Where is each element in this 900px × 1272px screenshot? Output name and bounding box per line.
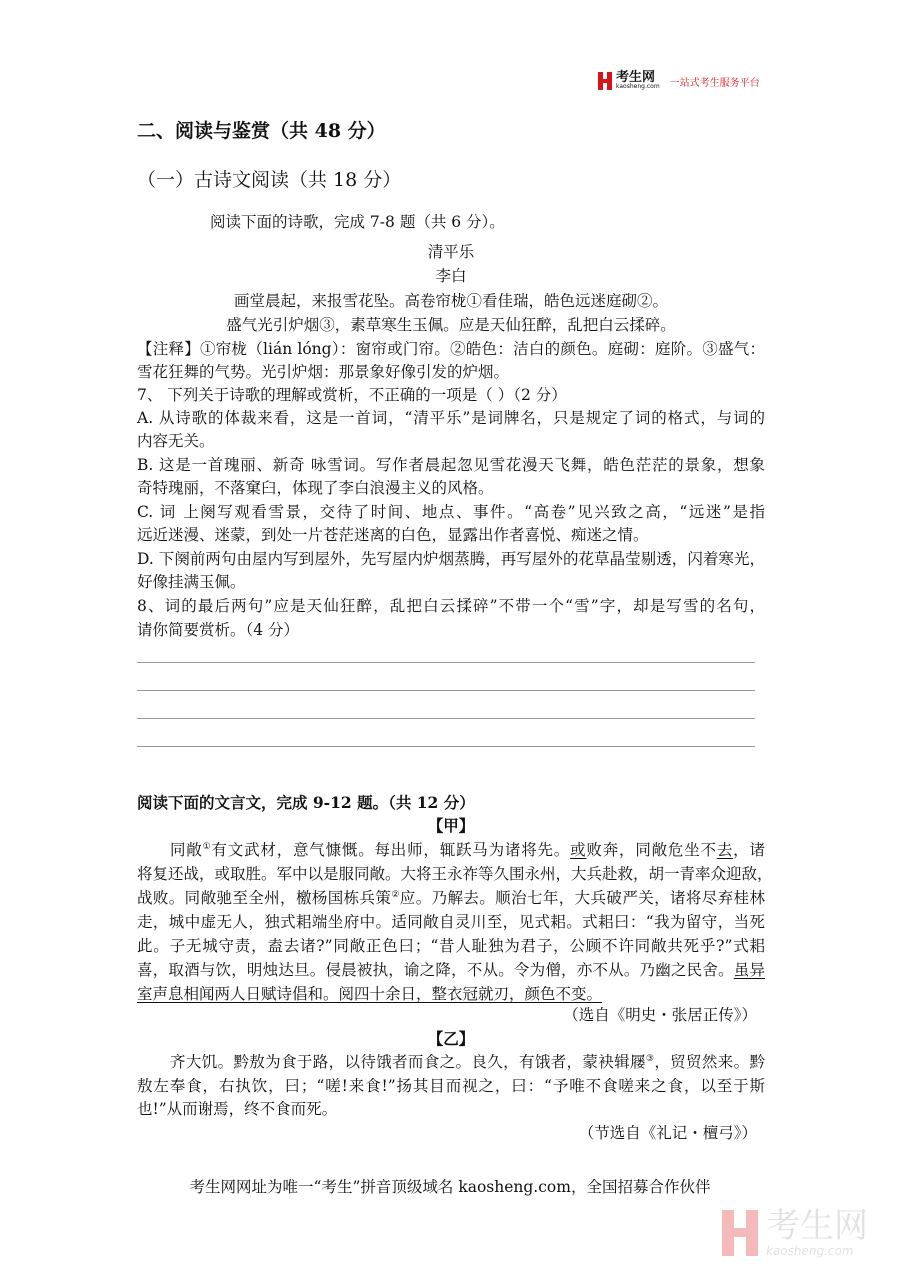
footer-text: 考生网网址为唯一“考生”拼音顶级域名 kaosheng.com，全国招募合作伙伴 <box>189 1178 711 1196</box>
passage-yi-line: 敖左奉食，右执饮，曰；“嗟!来食!”扬其目而视之，曰：“予唯不食嗟来之食，以至于斯 <box>137 1077 765 1095</box>
passage-yi-source: （节选自《礼记・檀弓》） <box>578 1124 757 1142</box>
header-logo <box>598 72 760 90</box>
logo-mark-icon <box>598 72 612 90</box>
passage-yi-label: 【乙】 <box>427 1029 475 1048</box>
watermark-name: 考生网 <box>766 1206 868 1246</box>
passage-jia-source: （选自《明史・张居正传》） <box>563 1006 757 1024</box>
answer-line[interactable] <box>137 662 755 663</box>
logo-domain: kaosheng.com <box>616 83 660 90</box>
watermark-logo <box>722 1208 868 1258</box>
poem-title: 清平乐 <box>427 243 475 261</box>
watermark-mark-icon <box>722 1210 758 1256</box>
notes-line: 【注释】①帘栊（lián lóng）：窗帘或门帘。②皓色：洁白的颜色。庭砌：庭阶。③盛气： <box>137 340 765 358</box>
passage-jia-line: 喜，取酒与饮，明烛达旦。侵晨被执，谕之降，不从。令为僧，亦不从。乃幽之民舍。虽异 <box>137 961 765 979</box>
poem-intro: 阅读下面的诗歌，完成 7-8 题（共 6 分）。 <box>210 213 505 231</box>
classical-intro: 阅读下面的文言文，完成 9-12 题。（共 12 分） <box>137 793 475 812</box>
watermark-domain: kaosheng.com <box>766 1244 854 1258</box>
answer-line[interactable] <box>137 690 755 691</box>
q7-option-c-cont: 远近迷漫、迷蒙，到处一片苍茫迷离的白色，显露出作者喜悦、痴迷之情。 <box>137 526 649 544</box>
notes-line: 雪花狂舞的气势。光引炉烟：那景象好像引发的炉烟。 <box>137 363 510 381</box>
poem-line: 画堂晨起，来报雪花坠。高卷帘栊①看佳瑞，皓色远迷庭砌②。 <box>233 292 668 310</box>
answer-line[interactable] <box>137 718 755 719</box>
passage-jia-line: 同敞①有文武材，意气慷慨。每出师，辄跃马为诸将先。或败奔，同敞危坐不去，诸 <box>170 841 765 859</box>
passage-jia-line: 室声息相闻两人日赋诗倡和。阅四十余日，整衣冠就刃，颜色不变。 <box>137 985 603 1003</box>
passage-jia-line: 战败。同敞驰至全州，檄杨国栋兵策②应。乃解去。顺治七年，大兵破严关，诸将尽弃桂林 <box>137 889 765 907</box>
q7-option-b: B. 这是一首瑰丽、新奇 咏雪词。写作者晨起忽见雪花漫天飞舞，皓色茫茫的景象，想象 <box>137 456 765 474</box>
logo-slogan: 一站式考生服务平台 <box>669 77 760 89</box>
passage-jia-line: 走，城中虚无人，独式耜端坐府中。适同敞自灵川至，见式耜。式耜曰：“我为留守，当死 <box>137 913 765 931</box>
q7-option-d: D. 下阕前两句由屋内写到屋外，先写屋内炉烟蒸腾，再写屋外的花草晶莹剔透，闪着寒光， <box>137 550 765 568</box>
passage-jia-line: 此。子无城守责，盍去诸?”同敞正色曰；“昔人耻独为君子，公顾不许同敞共死乎?”式耜 <box>137 937 765 955</box>
section-title: 二、阅读与鉴赏（共 48 分） <box>137 120 386 142</box>
subsection-title: （一）古诗文阅读（共 18 分） <box>137 169 402 191</box>
q8-stem: 8、词的最后两句”应是天仙狂醉，乱把白云揉碎”不带一个“雪”字，却是写雪的名句， <box>137 597 765 615</box>
q7-option-c: C. 词 上阕写观看雪景，交待了时间、地点、事件。“高卷”见兴致之高，“远迷”是指 <box>137 503 765 521</box>
q7-option-a: A. 从诗歌的体裁来看，这是一首词，“清平乐”是词牌名，只是规定了词的格式，与词的 <box>137 409 765 427</box>
passage-yi-line: 也!”从而谢焉，终不食而死。 <box>137 1100 338 1118</box>
poem-line: 盛气光引炉烟③，素草寒生玉佩。应是天仙狂醉，乱把白云揉碎。 <box>226 316 676 334</box>
q7-option-d-cont: 好像挂满玉佩。 <box>137 573 246 591</box>
q7-option-b-cont: 奇特瑰丽，不落窠臼，体现了李白浪漫主义的风格。 <box>137 479 494 497</box>
q8-stem-cont: 请你简要赏析。（4 分） <box>137 621 300 639</box>
q7-stem: 7、 下列关于诗歌的理解或赏析，不正确的一项是（ ）（2 分） <box>137 386 567 404</box>
passage-jia-label: 【甲】 <box>427 816 475 835</box>
poem-author: 李白 <box>435 267 467 285</box>
answer-line[interactable] <box>137 746 755 747</box>
q7-option-a-cont: 内容无关。 <box>137 432 215 450</box>
logo-name: 考生网 <box>616 70 656 85</box>
passage-jia-line: 将复还战，或取胜。军中以是服同敞。大将王永祚等久围永州，大兵赴救，胡一青率众迎敌， <box>137 865 773 883</box>
passage-yi-line: 齐大饥。黔敖为食于路，以待饿者而食之。良久，有饿者，蒙袂辑屦③，贸贸然来。黔 <box>170 1053 765 1071</box>
